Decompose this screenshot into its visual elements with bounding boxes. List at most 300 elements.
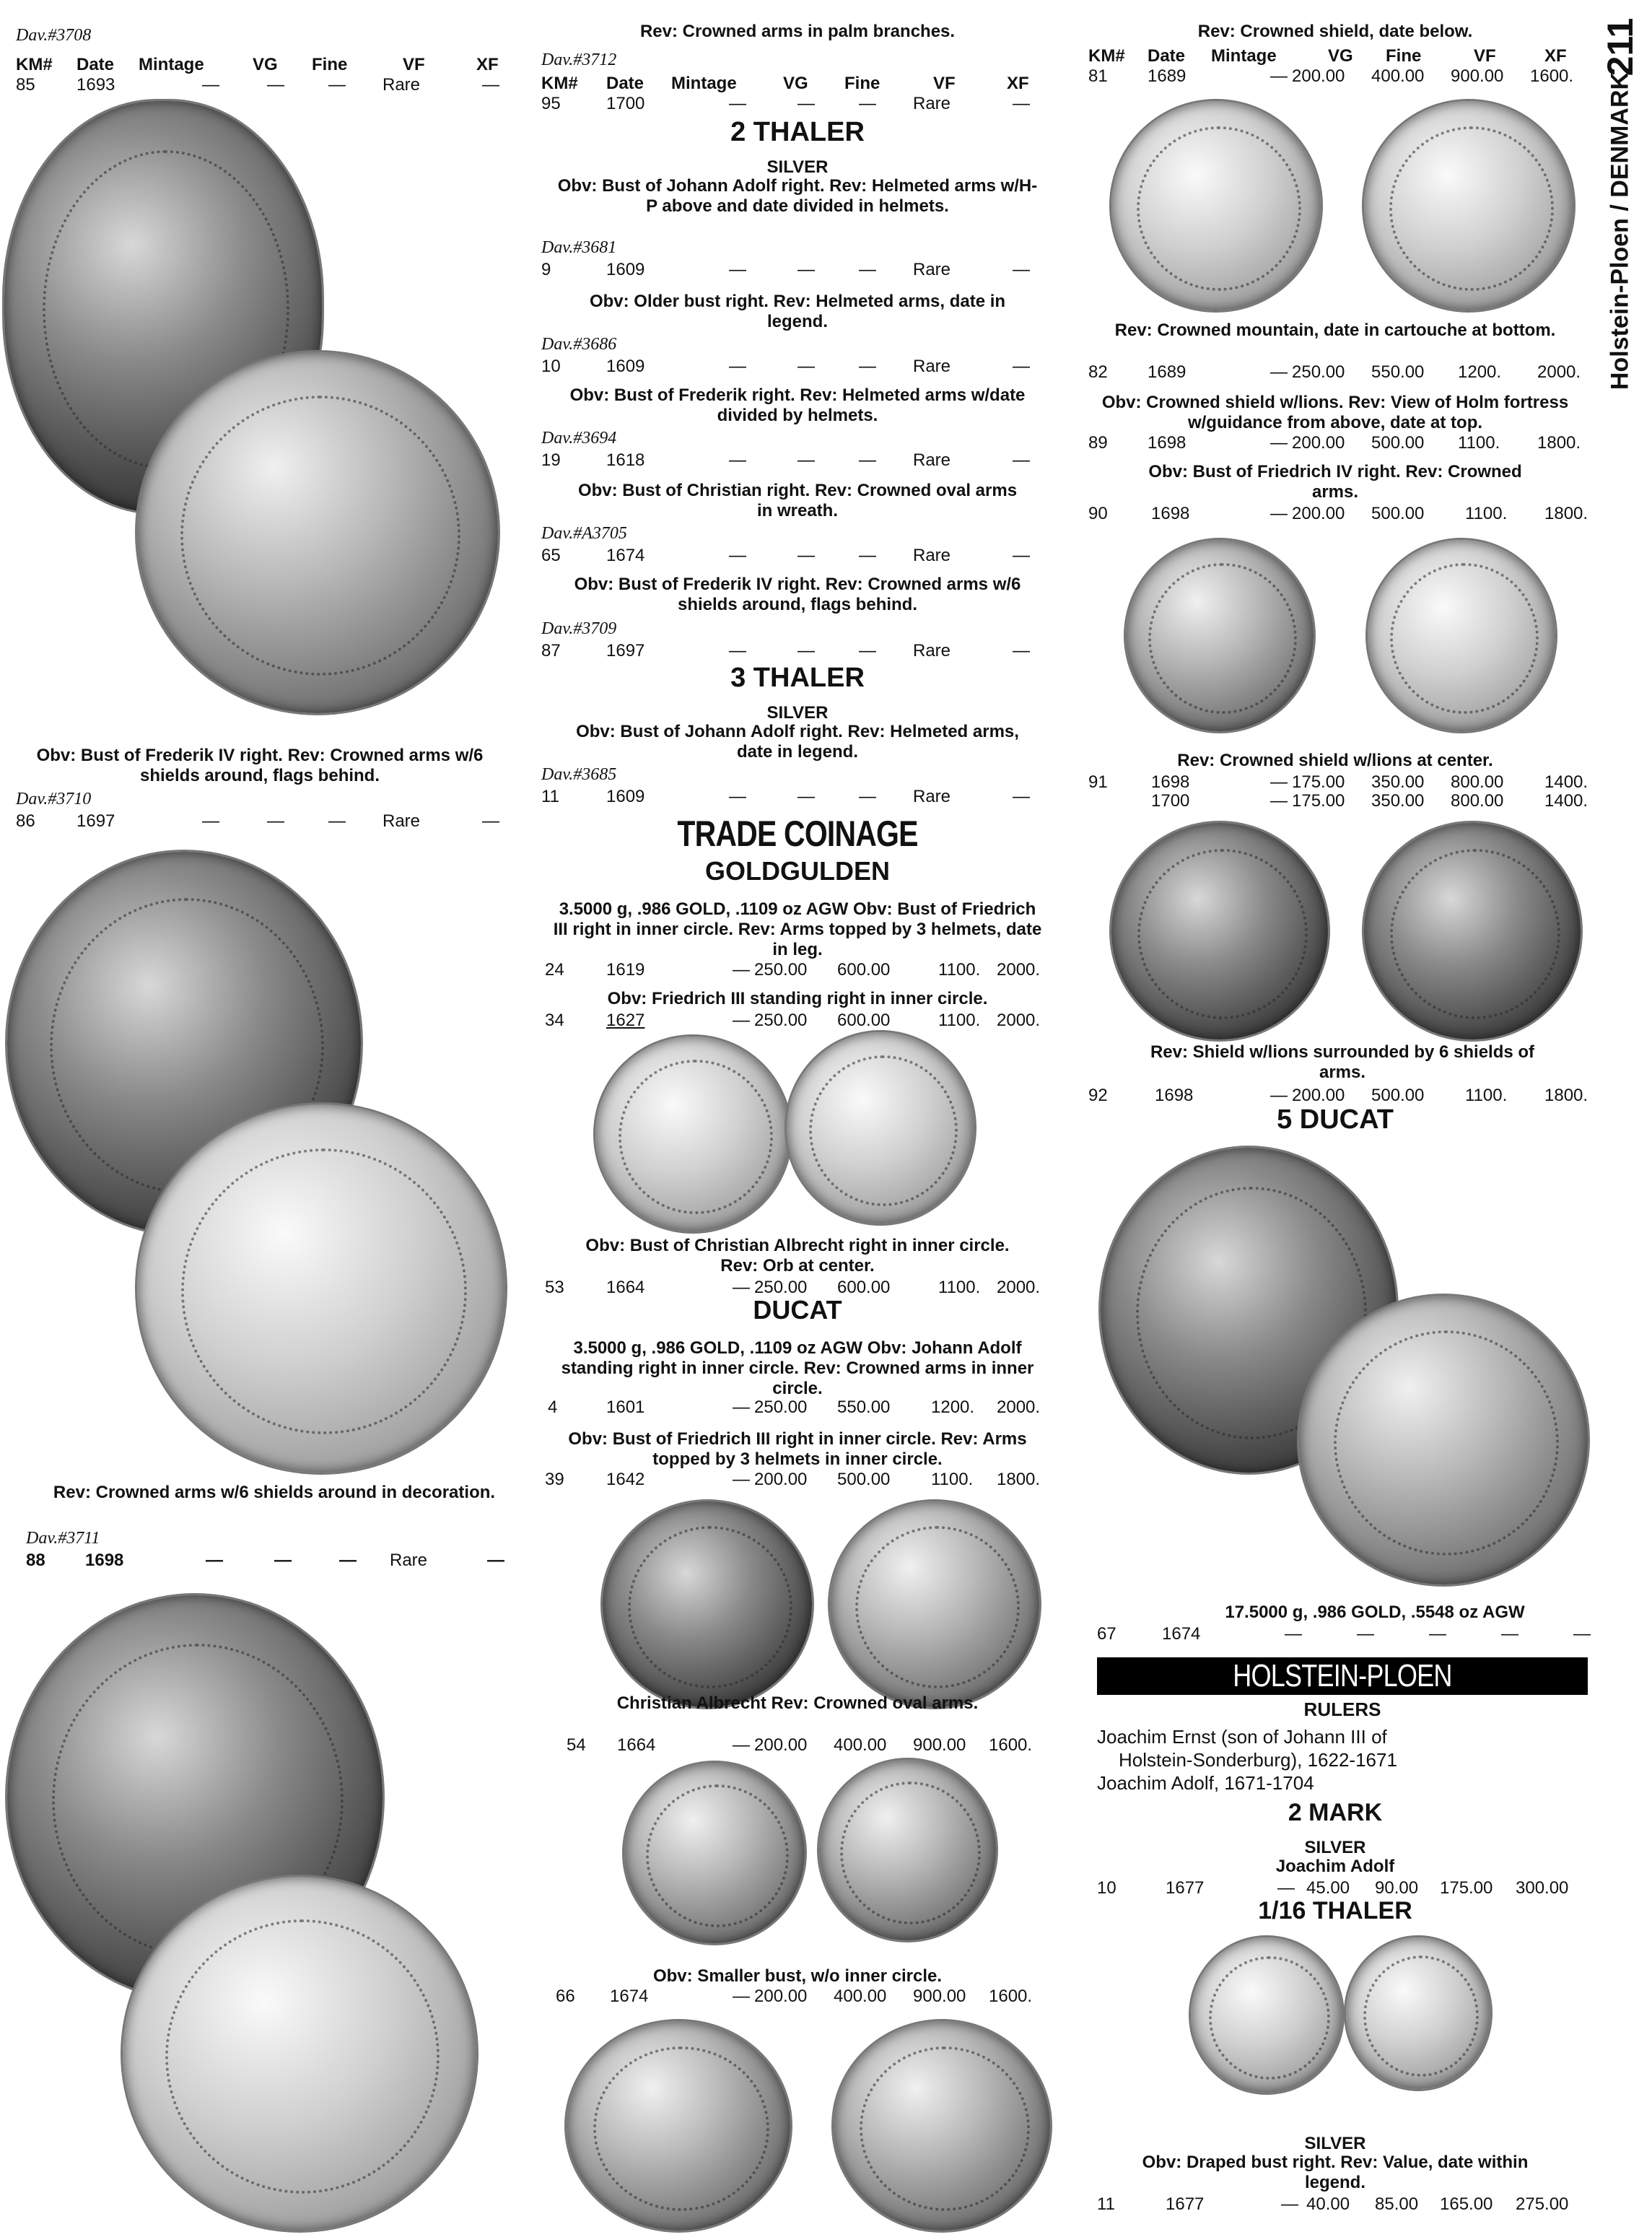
dav-reference: Dav.#3681 — [541, 238, 617, 257]
table-row — [1083, 1624, 1591, 1644]
table-row — [538, 260, 1057, 280]
table-cell: Mintage — [1211, 46, 1277, 66]
table-cell: 82 — [1088, 362, 1108, 382]
coin-description: 17.5000 g, .986 GOLD, .5548 oz AGW — [1225, 1602, 1525, 1622]
table-cell: — — [859, 546, 876, 565]
table-cell: VF — [1474, 46, 1496, 66]
rulers-heading: RULERS — [1303, 1699, 1381, 1720]
table-cell: 87 — [541, 641, 561, 660]
table-cell: — — [1270, 1086, 1288, 1105]
table-cell: 1100. — [1458, 433, 1500, 453]
table-cell: 350.00 — [1371, 772, 1425, 792]
table-cell: 10 — [1097, 1878, 1116, 1898]
table-cell: 250.00 — [754, 1278, 808, 1297]
table-cell: — — [1270, 362, 1288, 382]
table-cell: 1609 — [606, 787, 645, 806]
table-cell: 1100. — [1465, 504, 1508, 523]
table-row — [1083, 362, 1588, 383]
table-cell: 1642 — [606, 1470, 645, 1489]
table-cell: VF — [933, 74, 956, 93]
table-cell: 2000. — [997, 1011, 1041, 1030]
table-cell: — — [1270, 504, 1288, 523]
table-cell: — — [733, 1397, 750, 1417]
coin-description: Obv: Bust of Johann Adolf right. Rev: Helmeted arms, date in legend. — [576, 722, 1019, 762]
table-cell: — — [859, 260, 876, 279]
table-cell: — — [206, 1551, 223, 1570]
table-cell: Rare — [913, 787, 951, 806]
table-cell: VG — [783, 74, 808, 93]
table-cell: 86 — [16, 811, 35, 831]
section-heading: DUCAT — [753, 1295, 842, 1325]
table-cell: Rare — [913, 641, 951, 660]
table-cell: — — [202, 811, 219, 831]
table-row — [1083, 66, 1588, 87]
table-cell: — — [797, 641, 815, 660]
country-banner: HOLSTEIN-PLOEN — [1097, 1657, 1588, 1695]
coin-description: Obv: Bust of Frederik IV right. Rev: Crowned arms w/6 shields around, flags behind. — [574, 575, 1021, 614]
table-row — [0, 1551, 505, 1571]
table-row — [1083, 1086, 1588, 1106]
coin-image-reverse — [830, 1501, 1039, 1707]
table-cell: 800.00 — [1451, 791, 1504, 811]
table-cell: 1664 — [617, 1735, 656, 1755]
coin-image-obverse — [567, 2021, 790, 2231]
table-cell: 1600. — [989, 1735, 1033, 1755]
section-heading: 2 MARK — [1288, 1799, 1383, 1826]
table-cell: — — [482, 75, 499, 95]
section-heading: 1/16 THALER — [1258, 1897, 1412, 1924]
table-cell: 1800. — [997, 1470, 1041, 1489]
coin-description: Rev: Shield w/lions surrounded by 6 shields of arms. — [1150, 1042, 1535, 1082]
table-row — [0, 75, 505, 95]
table-cell: — — [733, 960, 750, 980]
table-cell: 175.00 — [1440, 1878, 1493, 1898]
table-cell: — — [729, 260, 746, 279]
table-cell: 500.00 — [1371, 504, 1425, 523]
table-cell: 550.00 — [837, 1397, 891, 1417]
table-row — [538, 1011, 1057, 1031]
table-cell: 1100. — [931, 1470, 974, 1489]
table-cell: 1100. — [1465, 1086, 1508, 1105]
table-row — [538, 1470, 1057, 1490]
table-cell: 200.00 — [1292, 433, 1345, 453]
table-cell: 900.00 — [913, 1735, 966, 1755]
table-cell: 53 — [545, 1278, 564, 1297]
table-cell: 95 — [541, 94, 561, 113]
table-cell: 800.00 — [1451, 772, 1504, 792]
coin-description: Obv: Bust of Frederik right. Rev: Helmeted arms w/date divided by helmets. — [569, 385, 1026, 425]
table-cell: 39 — [545, 1470, 564, 1489]
table-cell: 600.00 — [837, 1278, 891, 1297]
table-cell: — — [733, 1735, 750, 1755]
table-cell: — — [1013, 546, 1030, 565]
table-cell: — — [1270, 66, 1288, 86]
table-cell: — — [267, 811, 284, 831]
table-cell: 250.00 — [754, 1397, 808, 1417]
coin-image-obverse — [1111, 101, 1321, 310]
table-cell: 24 — [545, 960, 564, 980]
table-cell: — — [729, 450, 746, 470]
coin-image-obverse — [1191, 1937, 1342, 2093]
coin-image-obverse — [1126, 540, 1314, 731]
table-cell: 400.00 — [834, 1735, 887, 1755]
coin-image-reverse — [819, 1760, 996, 1940]
dav-reference: Dav.#3709 — [541, 619, 617, 638]
table-cell: 54 — [567, 1735, 586, 1755]
table-cell: 1609 — [606, 260, 645, 279]
table-cell: 500.00 — [837, 1470, 891, 1489]
table-cell: — — [1277, 1878, 1295, 1898]
table-cell: 200.00 — [754, 1987, 808, 2006]
coin-description: Obv: Older bust right. Rev: Helmeted arms, date in legend. — [589, 292, 1006, 331]
table-cell: 85.00 — [1375, 2194, 1419, 2214]
table-cell: 2000. — [997, 1397, 1041, 1417]
metal-label: SILVER — [1304, 2134, 1366, 2153]
table-cell: Rare — [913, 260, 951, 279]
coin-image-reverse — [1364, 101, 1573, 310]
running-title: Holstein-Ploen / DENMARK — [1606, 71, 1634, 391]
coin-description: Obv: Draped bust right. Rev: Value, date within legend. — [1142, 2153, 1529, 2192]
section-heading: 2 THALER — [730, 117, 865, 147]
table-cell: — — [1573, 1624, 1591, 1644]
table-cell: 250.00 — [1292, 362, 1345, 382]
table-cell: 1200. — [1458, 362, 1502, 382]
section-heading: 3 THALER — [730, 663, 865, 693]
table-cell: 2000. — [1537, 362, 1581, 382]
table-cell: 1601 — [606, 1397, 645, 1417]
table-cell: 900.00 — [1451, 66, 1504, 86]
table-cell: VF — [403, 55, 425, 74]
table-cell: Date — [77, 55, 115, 74]
coin-image-reverse — [1346, 1937, 1490, 2089]
metal-label: SILVER — [766, 157, 829, 177]
table-cell: Fine — [1386, 46, 1422, 66]
coin-image-reverse — [1299, 1296, 1588, 1584]
table-cell: 1627 — [606, 1011, 645, 1030]
ruler-subtitle: Joachim Adolf — [1275, 1857, 1395, 1876]
table-cell: Date — [1148, 46, 1186, 66]
table-cell: — — [1013, 641, 1030, 660]
coin-description: Obv: Bust of Friedrich III right in inner circle. Rev: Arms topped by 3 helmets in inner circle. — [568, 1429, 1027, 1469]
table-cell: — — [859, 357, 876, 376]
table-cell: — — [1281, 2194, 1298, 2214]
table-cell: — — [797, 357, 815, 376]
section-heading: GOLDGULDEN — [705, 856, 890, 886]
table-cell: 600.00 — [837, 1011, 891, 1030]
table-cell: 1698 — [85, 1551, 124, 1570]
table-cell: 250.00 — [754, 1011, 808, 1030]
table-cell: KM# — [541, 74, 578, 93]
table-cell: — — [797, 787, 815, 806]
coin-description: Obv: Bust of Christian right. Rev: Crowned oval arms in wreath. — [577, 481, 1018, 520]
table-cell: 1200. — [931, 1397, 975, 1417]
coin-image-reverse — [1368, 540, 1555, 731]
table-cell: 400.00 — [1371, 66, 1425, 86]
page-number: 211 — [1600, 17, 1640, 77]
table-cell: 1700 — [606, 94, 645, 113]
table-cell: 1609 — [606, 357, 645, 376]
table-row — [1083, 772, 1588, 793]
column-headers — [538, 74, 1057, 94]
table-cell: 40.00 — [1306, 2194, 1350, 2214]
table-cell: 350.00 — [1371, 791, 1425, 811]
table-cell: 1619 — [606, 960, 645, 980]
table-cell: Rare — [913, 450, 951, 470]
coin-description: Rev: Crowned arms w/6 shields around in decoration. — [53, 1483, 496, 1502]
coin-image-reverse — [137, 1104, 505, 1473]
coin-image-reverse — [834, 2021, 1050, 2231]
section-heading: TRADE COINAGE — [677, 814, 918, 854]
table-cell: 90 — [1088, 504, 1108, 523]
table-cell: 10 — [541, 357, 561, 376]
table-cell: 89 — [1088, 433, 1108, 453]
table-cell: 92 — [1088, 1086, 1108, 1105]
table-cell: — — [729, 94, 746, 113]
table-cell: XF — [1544, 46, 1567, 66]
metal-label: SILVER — [1304, 1838, 1366, 1857]
table-cell: 1698 — [1151, 772, 1190, 792]
coin-description: Obv: Smaller bust, w/o inner circle. — [652, 1966, 943, 1986]
coin-image-obverse — [595, 1037, 790, 1231]
table-row — [1083, 433, 1588, 453]
dav-reference: Dav.#3686 — [541, 335, 617, 354]
table-cell: 1674 — [606, 546, 645, 565]
table-cell: 250.00 — [754, 960, 808, 980]
dav-reference: Dav.#3710 — [16, 790, 92, 808]
table-cell: 1698 — [1151, 504, 1190, 523]
table-cell: — — [859, 450, 876, 470]
table-cell: — — [1270, 433, 1288, 453]
table-row — [538, 1397, 1057, 1418]
table-cell: — — [1285, 1624, 1302, 1644]
table-cell: — — [729, 546, 746, 565]
table-cell: 1677 — [1166, 2194, 1205, 2214]
coin-description: Obv: Friedrich III standing right in inner circle. — [607, 989, 988, 1008]
table-row — [538, 1735, 1057, 1756]
table-cell: 85 — [16, 75, 35, 95]
table-cell: — — [1013, 260, 1030, 279]
table-cell: 1100. — [938, 1011, 981, 1030]
table-cell: — — [797, 94, 815, 113]
table-cell: 67 — [1097, 1624, 1116, 1644]
table-cell: Rare — [383, 75, 421, 95]
table-cell: — — [859, 641, 876, 660]
coin-image-reverse — [1364, 823, 1581, 1039]
table-cell: 34 — [545, 1011, 564, 1030]
table-cell: 200.00 — [1292, 1086, 1345, 1105]
table-cell: 300.00 — [1516, 1878, 1569, 1898]
table-cell: Fine — [312, 55, 348, 74]
coin-description: Rev: Crowned mountain, date in cartouche at bottom. — [1114, 320, 1556, 340]
table-cell: XF — [1007, 74, 1029, 93]
table-cell: Rare — [913, 546, 951, 565]
table-cell: — — [797, 450, 815, 470]
table-cell: 500.00 — [1371, 433, 1425, 453]
table-cell: 900.00 — [913, 1987, 966, 2006]
coin-description: Rev: Crowned shield, date below. — [1197, 22, 1473, 41]
dav-reference: Dav.#3708 — [16, 26, 92, 45]
table-cell: — — [1429, 1624, 1446, 1644]
coin-description: Obv: Bust of Johann Adolf right. Rev: Helmeted arms w/H-P above and date divided in helmets. — [557, 176, 1038, 216]
table-cell: Date — [606, 74, 644, 93]
column-headers — [0, 55, 505, 75]
coin-image-obverse — [624, 1763, 805, 1943]
table-cell: 88 — [26, 1551, 45, 1570]
table-cell: 1100. — [938, 960, 981, 980]
table-cell: — — [487, 1551, 504, 1570]
table-cell: Rare — [913, 94, 951, 113]
table-cell: — — [733, 1011, 750, 1030]
table-cell: 1800. — [1537, 433, 1581, 453]
table-row — [1083, 1878, 1602, 1898]
table-cell: Rare — [390, 1551, 428, 1570]
table-cell: — — [1270, 772, 1288, 792]
table-row — [538, 450, 1057, 471]
table-cell: 1700 — [1151, 791, 1190, 811]
table-row — [0, 811, 505, 832]
table-cell: 1600. — [1530, 66, 1574, 86]
table-cell: — — [202, 75, 219, 95]
table-cell: Mintage — [139, 55, 204, 74]
table-cell: Rare — [913, 357, 951, 376]
table-cell: 1698 — [1148, 433, 1186, 453]
table-cell: — — [797, 546, 815, 565]
table-cell: 1697 — [606, 641, 645, 660]
coin-description: 3.5000 g, .986 GOLD, .1109 oz AGW Obv: Bust of Friedrich III right in inner circle. Rev: Arms topped by 3 helmets, date in leg. — [553, 899, 1042, 959]
table-row — [538, 1987, 1057, 2007]
table-cell: — — [733, 1470, 750, 1489]
dav-reference: Dav.#3694 — [541, 429, 617, 448]
table-cell: 1800. — [1544, 1086, 1588, 1105]
table-cell: 19 — [541, 450, 561, 470]
table-cell: 9 — [541, 260, 551, 279]
table-cell: — — [1013, 357, 1030, 376]
table-row — [538, 94, 1057, 114]
coin-image-reverse — [787, 1032, 974, 1224]
table-cell: 200.00 — [1292, 504, 1345, 523]
table-cell: 1677 — [1166, 1878, 1205, 1898]
table-row — [538, 960, 1057, 980]
table-row — [538, 546, 1057, 566]
coin-image-reverse — [137, 352, 498, 713]
table-cell: 175.00 — [1292, 772, 1345, 792]
table-cell: KM# — [1088, 46, 1125, 66]
table-cell: 65 — [541, 546, 561, 565]
table-row — [538, 787, 1057, 807]
table-cell: 1400. — [1544, 791, 1588, 811]
coin-description: Christian Albrecht Rev: Crowned oval arms. — [616, 1693, 979, 1713]
dav-reference: Dav.#A3705 — [541, 524, 627, 543]
coin-description: Obv: Bust of Frederik IV right. Rev: Crowned arms w/6 shields around, flags behind. — [36, 746, 484, 785]
dav-reference: Dav.#3712 — [541, 51, 617, 69]
table-cell: 81 — [1088, 66, 1108, 86]
table-cell: 550.00 — [1371, 362, 1425, 382]
table-cell: — — [1270, 791, 1288, 811]
table-cell: — — [1013, 787, 1030, 806]
table-cell: 500.00 — [1371, 1086, 1425, 1105]
table-cell: 600.00 — [837, 960, 891, 980]
coin-image-obverse — [1111, 823, 1328, 1039]
table-cell: 2000. — [997, 960, 1041, 980]
table-cell: 200.00 — [754, 1735, 808, 1755]
table-cell: 1800. — [1544, 504, 1588, 523]
table-cell: 1689 — [1148, 66, 1186, 86]
table-cell: 400.00 — [834, 1987, 887, 2006]
coin-description: Obv: Crowned shield w/lions. Rev: View of Holm fortress w/guidance from above, date at top. — [1101, 393, 1569, 432]
table-cell: Fine — [844, 74, 880, 93]
table-cell: Rare — [383, 811, 421, 831]
section-heading: 5 DUCAT — [1277, 1104, 1394, 1135]
table-cell: 1618 — [606, 450, 645, 470]
coin-description: Obv: Bust of Friedrich IV right. Rev: Crowned arms. — [1148, 462, 1522, 502]
table-cell: — — [1357, 1624, 1374, 1644]
column-headers — [1083, 46, 1588, 66]
table-cell: — — [328, 75, 346, 95]
table-cell: 275.00 — [1516, 2194, 1569, 2214]
table-cell: XF — [476, 55, 499, 74]
table-cell: — — [797, 260, 815, 279]
coin-image-obverse — [603, 1501, 812, 1707]
table-cell: 175.00 — [1292, 791, 1345, 811]
table-cell: — — [267, 75, 284, 95]
table-cell: 45.00 — [1306, 1878, 1350, 1898]
table-cell: 200.00 — [754, 1470, 808, 1489]
table-cell: — — [859, 94, 876, 113]
table-cell: — — [859, 787, 876, 806]
table-cell: — — [1013, 94, 1030, 113]
table-row — [1083, 2194, 1602, 2215]
table-cell: — — [1501, 1624, 1518, 1644]
table-cell: 1693 — [77, 75, 115, 95]
table-cell: 1600. — [989, 1987, 1033, 2006]
metal-label: SILVER — [766, 703, 829, 723]
table-cell: 200.00 — [1292, 66, 1345, 86]
dav-reference: Dav.#3711 — [26, 1529, 100, 1548]
table-row — [1083, 504, 1588, 524]
table-cell: — — [339, 1551, 357, 1570]
table-cell: 1100. — [938, 1278, 981, 1297]
table-cell: 1664 — [606, 1278, 645, 1297]
table-cell: 91 — [1088, 772, 1108, 792]
table-cell: 90.00 — [1375, 1878, 1419, 1898]
table-cell: 11 — [541, 787, 559, 806]
table-cell: 1674 — [1162, 1624, 1201, 1644]
table-cell: — — [328, 811, 346, 831]
table-cell: — — [733, 1278, 750, 1297]
table-cell: 4 — [548, 1397, 558, 1417]
table-cell: 66 — [556, 1987, 575, 2006]
table-cell: 11 — [1097, 2194, 1115, 2214]
table-cell: — — [274, 1551, 292, 1570]
ruler-entry: Joachim Ernst (son of Johann III of Holstein-Sonderburg), 1622-1671 Joachim Adolf, 1671-1704 — [1097, 1726, 1397, 1794]
running-header — [1595, 7, 1646, 455]
table-row — [1083, 791, 1588, 811]
coin-image-reverse — [123, 1877, 476, 2231]
table-cell: 2000. — [997, 1278, 1041, 1297]
table-cell: — — [733, 1987, 750, 2006]
coin-description: Rev: Crowned arms in palm branches. — [639, 22, 956, 41]
table-cell: KM# — [16, 55, 53, 74]
dav-reference: Dav.#3685 — [541, 765, 617, 784]
table-row — [538, 357, 1057, 377]
table-cell: 1697 — [77, 811, 115, 831]
table-cell: 1689 — [1148, 362, 1186, 382]
table-row — [538, 641, 1057, 661]
table-cell: — — [729, 641, 746, 660]
table-cell: 1400. — [1544, 772, 1588, 792]
table-cell: Mintage — [671, 74, 737, 93]
table-cell: VG — [1328, 46, 1353, 66]
